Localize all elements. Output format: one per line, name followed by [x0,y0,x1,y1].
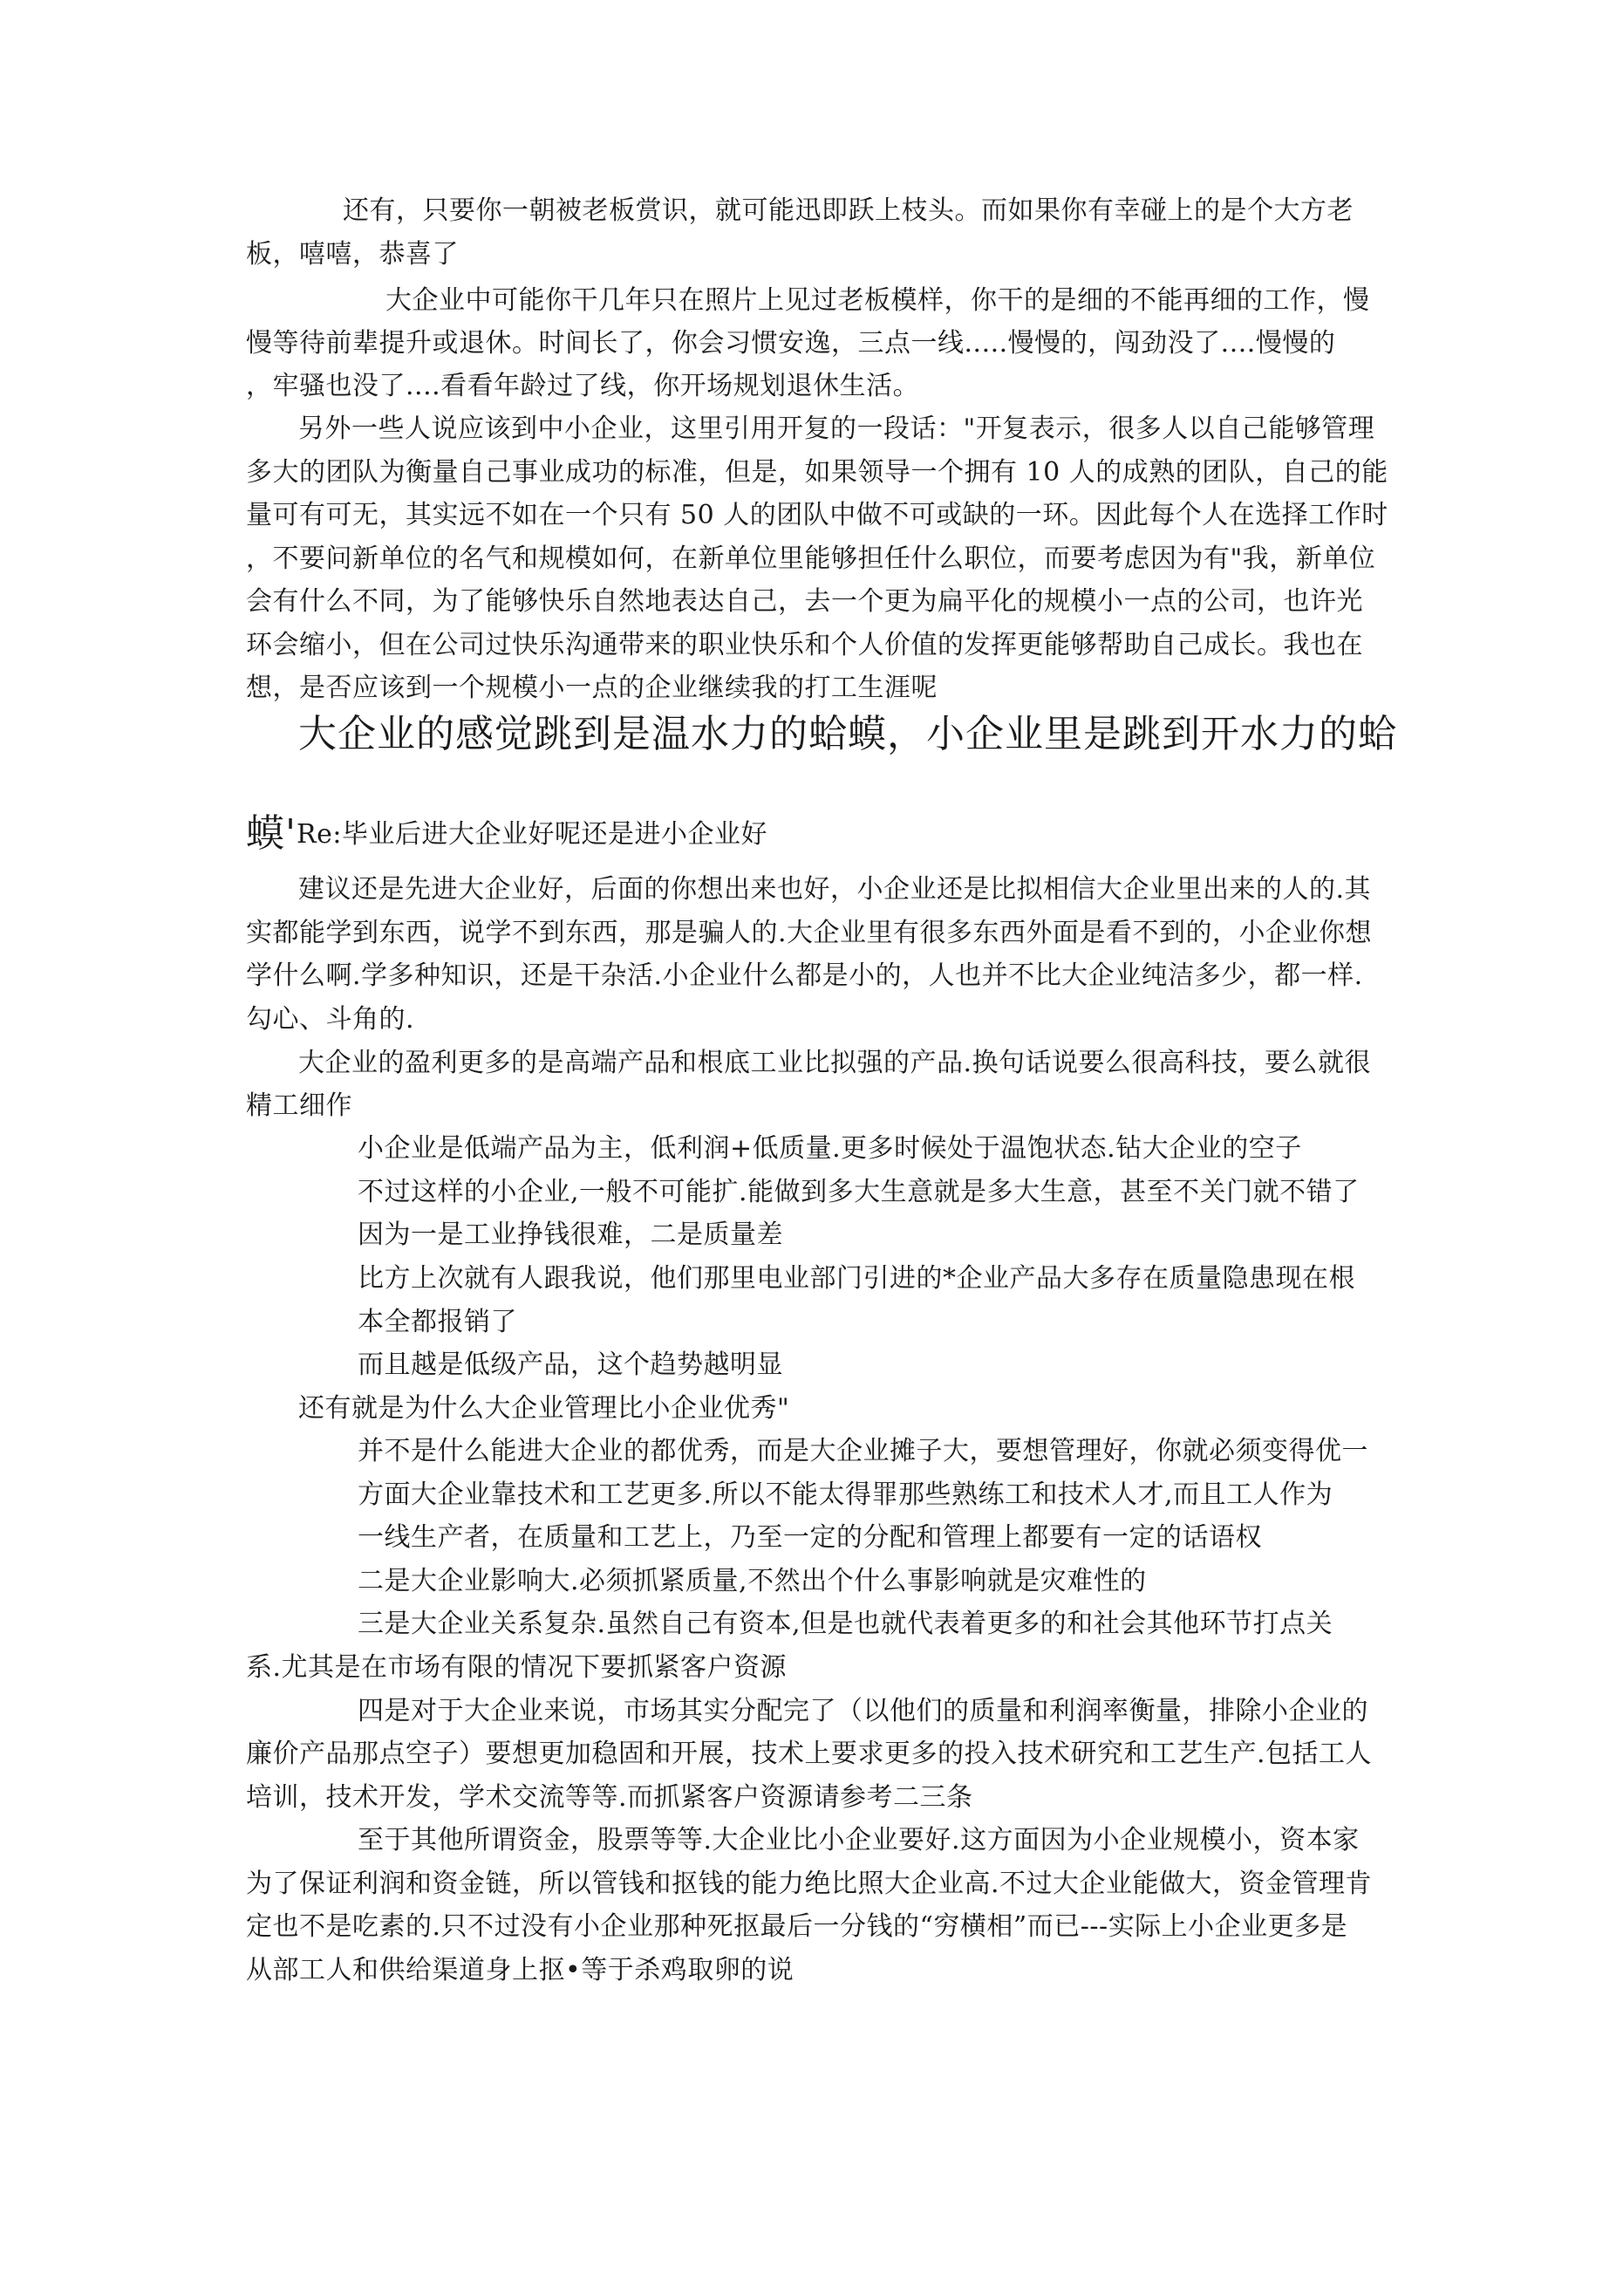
text-line: 会有什么不同，为了能够快乐自然地表达自己，去一个更为扁平化的规模小一点的公司，也许光 [246,586,1363,617]
text-line: 还有就是为什么大企业管理比小企业优秀" [298,1393,790,1424]
text-line: 想，是否应该到一个规模小一点的企业继续我的打工生涯呢 [246,673,938,703]
text-line: 一线生产者，在质量和工艺上，乃至一定的分配和管理上都要有一定的话语权 [358,1522,1262,1553]
text-line: 三是大企业关系复杂.虽然自己有资本,但是也就代表着更多的和社会其他环节打点关 [358,1609,1333,1639]
heading-line: 大企业的感觉跳到是温水力的蛤蟆，小企业里是跳到开水力的蛤 [298,712,1397,756]
text-line: 而且越是低级产品，这个趋势越明显 [358,1350,783,1380]
heading-line-start: 蟆' [246,811,297,856]
text-line: 板，嘻嘻，恭喜了 [246,239,459,270]
text-line: 至于其他所谓资金，股票等等.大企业比小企业要好.这方面因为小企业规模小，资本家 [358,1825,1360,1855]
text-line: 廉价产品那点空子）要想更加稳固和开展，技术上要求更多的投入技术研究和工艺生产.包括工人 [246,1739,1373,1769]
text-line: 建议还是先进大企业好，后面的你想出来也好，小企业还是比拟相信大企业里出来的人的.其 [298,874,1372,905]
text-line: 定也不是吃素的.只不过没有小企业那种死抠最后一分钱的“穷横相”而已---实际上小企业更多是 [246,1911,1348,1942]
text-line: 精工细作 [246,1090,352,1121]
text-line: 环会缩小，但在公司过快乐沟通带来的职业快乐和个人价值的发挥更能够帮助自己成长。我也在 [246,630,1363,660]
text-line: 二是大企业影响大.必须抓紧质量,不然出个什么事影响就是灾难性的 [358,1566,1147,1596]
thread-title: Re:毕业后进大企业好呢还是进小企业好 [297,819,767,850]
text-line: 大企业的盈利更多的是高端产品和根底工业比拟强的产品.换句话说要么很高科技，要么就很 [298,1048,1372,1078]
text-line: 培训，技术开发，学术交流等等.而抓紧客户资源请参考二三条 [246,1782,973,1813]
text-line: 从部工人和供给渠道身上抠•等于杀鸡取卵的说 [246,1955,794,1985]
text-line: 为了保证利润和资金链，所以管钱和抠钱的能力绝比照大企业高.不过大企业能做大，资金管理肯 [246,1869,1373,1899]
text-line: 并不是什么能进大企业的都优秀，而是大企业摊子大，要想管理好，你就必须变得优一 [358,1436,1368,1466]
text-line: 方面大企业靠技术和工艺更多.所以不能太得罪那些熟练工和技术人才,而且工人作为 [358,1479,1333,1510]
text-line: 量可有可无，其实远不如在一个只有 50 人的团队中做不可或缺的一环。因此每个人在选择工作时 [246,500,1388,530]
text-line: 还有，只要你一朝被老板赏识，就可能迅即跃上枝头。而如果你有幸碰上的是个大方老 [343,195,1354,226]
text-line: 另外一些人说应该到中小企业，这里引用开复的一段话："开复表示，很多人以自己能够管理 [298,413,1375,444]
text-line: 慢等待前辈提升或退休。时间长了，你会习惯安逸，三点一线.....慢慢的，闯劲没了....慢慢的 [246,328,1336,359]
text-line: 本全都报销了 [358,1307,517,1337]
text-line: 因为一是工业挣钱很难，二是质量差 [358,1220,783,1250]
text-line: 大企业中可能你干几年只在照片上见过老板模样，你干的是细的不能再细的工作，慢 [385,285,1370,316]
text-line: 比方上次就有人跟我说，他们那里电业部门引进的*企业产品大多存在质量隐患现在根 [358,1263,1355,1294]
text-line: 系.尤其是在市场有限的情况下要抓紧客户资源 [246,1652,788,1683]
text-line: 学什么啊.学多种知识，还是干杂活.小企业什么都是小的，人也并不比大企业纯洁多少，都一样. [246,960,1363,991]
text-line: ，牢骚也没了....看看年龄过了线，你开场规划退休生活。 [246,371,920,401]
text-line: 小企业是低端产品为主，低利润+低质量.更多时候处于温饱状态.钻大企业的空子 [358,1133,1302,1164]
text-line: 多大的团队为衡量自己事业成功的标准，但是，如果领导一个拥有 10 人的成熟的团队，自己的能 [246,457,1388,488]
text-line: 不过这样的小企业,一般不可能扩.能做到多大生意就是多大生意，甚至不关门就不错了 [358,1177,1360,1207]
text-line: 实都能学到东西，说学不到东西，那是骗人的.大企业里有很多东西外面是看不到的，小企业你想 [246,918,1373,948]
text-line: 勾心、斗角的. [246,1004,415,1035]
text-line: ，不要问新单位的名气和规模如何，在新单位里能够担任什么职位，而要考虑因为有"我，新单位 [246,543,1376,574]
text-line: 四是对于大企业来说，市场其实分配完了（以他们的质量和利润率衡量，排除小企业的 [358,1696,1368,1726]
